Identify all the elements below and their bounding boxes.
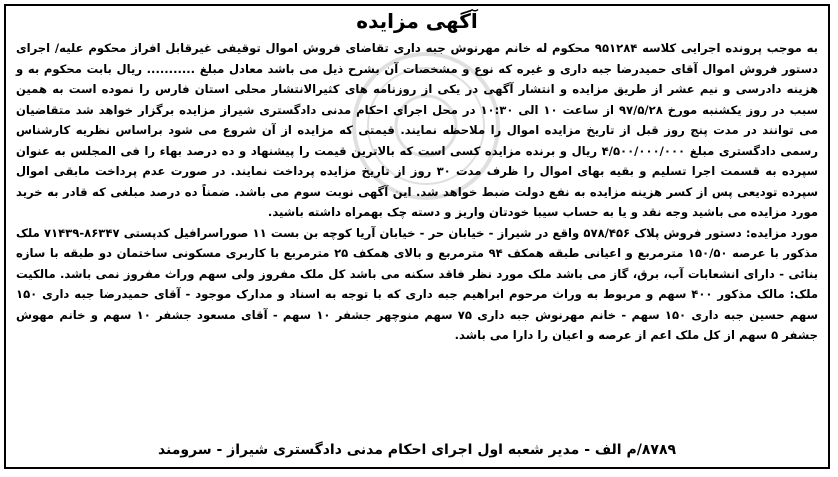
notice-frame <box>4 4 830 469</box>
notice-paragraph-terms: به موجب پرونده اجرایی کلاسه ۹۵۱۲۸۴ محکوم له خانم مهرنوش جبه داری تقاضای فروش اموال توقیفی غیرقابل افراز محکوم علیه/ اجرای دستور فروش اموال آقای حمیدرضا جبه داری و غیره که نوع و مشخصات آن بشرح ذیل می باشد معادل مبلغ ........... ریال بابت محکوم به و هزینه دادرسی و نیم عشر از طریق مزایده و انتشار آگهی در یکی از روزنامه های کثیرالانتشار محلی استان فارس را نموده است به همین سبب در روز یکشنبه مورخ ۹۷/۵/۲۸ از ساعت ۱۰ الی ۱۰:۳۰ در محل اجرای احکام مدنی دادگستری شیراز مزایده برگزار خواهد شد متقاضیان می توانند در مدت پنج روز قبل از تاریخ مزایده اموال را ملاحظه نمایند. قیمتی که مزایده از آن شروع می شود براساس نظریه کارشناس رسمی دادگستری مبلغ ۴/۵۰۰/۰۰۰/۰۰۰ ریال و برنده مزایده کسی است که بالاترین قیمت را پیشنهاد و ده درصد بهاء را فی المجلس به عنوان سپرده به قسمت اجرا تسلیم و بقیه بهای اموال را ظرف مدت ۳۰ روز از تاریخ مزایده پرداخت نمایند. در صورت عدم پرداخت مابقی اموال سپرده تودیعی پس از کسر هزینه مزایده به نفع دولت ضبط خواهد شد. این آگهی نوبت سوم می باشد. ضمناً ده درصد مبلغی که قادر به خرید مورد مزایده می باشید وجه نقد و یا به حساب سیبا خودتان واریز و دسته چک بهمراه داشته باشید. <box>16 41 818 219</box>
notice-title: آگهی مزایده <box>356 9 478 33</box>
notice-paragraph-property: مورد مزایده: دستور فروش پلاک ۵۷۸/۴۵۶ واقع در شیراز - خیابان حر - خیابان آریا کوچه بن بست ۱۱ صوراسرافیل کدپستی ۸۶۳۴۷-۷۱۴۳۹ ملک مذکور با عرصه ۱۵۰/۵۰ مترمربع و اعیانی طبقه همکف ۹۴ مترمربع و بالای همکف ۲۵ مترمربع با کاربری مسکونی ساختمان دو طبقه با سازه بنائی - دارای انشعابات آب، برق، گاز می باشد ملک مورد نظر فاقد سکنه می باشد کل ملک مفروز ولی سهم وراث مفروز نمی باشد. مالکیت ملک: مالک مذکور ۴۰۰ سهم و مربوط به وراث مرحوم ابراهیم جبه داری که با توجه به اسناد و مدارک موجود - آقای حمیدرضا جبه داری ۱۵۰ سهم حسین جبه داری ۱۵۰ سهم - خانم مهرنوش جبه داری ۷۵ سهم منوچهر جشفر ۱۰ سهم - آقای مسعود جشفر ۱۰ سهم و خانم مهوش جشفر ۵ سهم از کل ملک اعم از عرصه و اعیان را دارا می باشد. <box>16 225 819 342</box>
notice-signature: ۸۷۸۹/م الف - مدیر شعبه اول اجرای احکام مدنی دادگستری شیراز - سرومند <box>157 442 677 458</box>
notice-body <box>16 38 818 438</box>
